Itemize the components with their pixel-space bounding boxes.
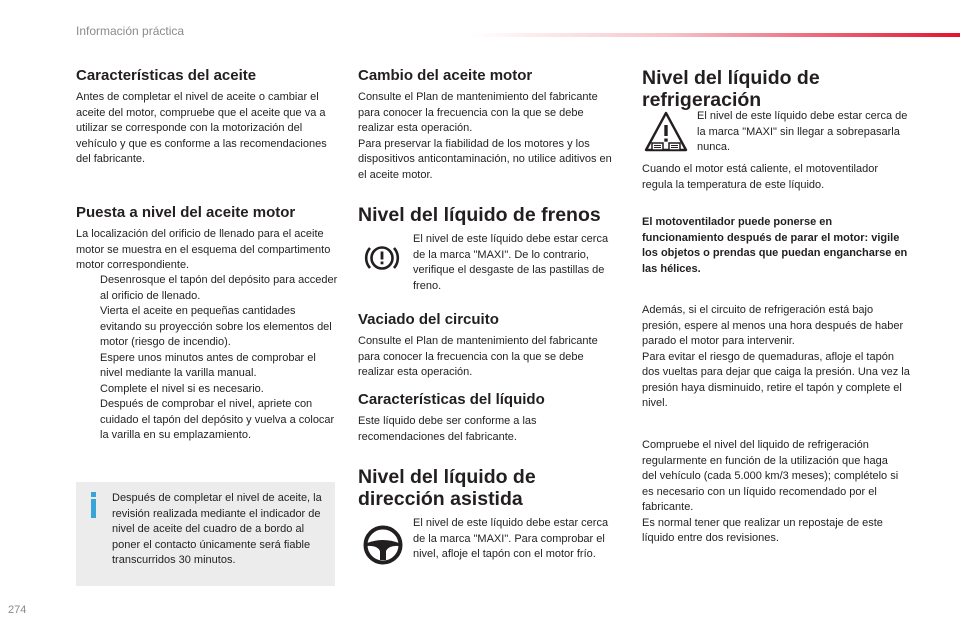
list-item: Espere unos minutos antes de comprobar el nivel mediante la varilla manual.: [100, 351, 316, 379]
fan-warning-text: El motoventilador puede ponerse en funcionamiento después de parar el motor: vigile los objetos o prendas que puedan engancharse en las hélices.: [642, 216, 908, 275]
list-item: Después de comprobar el nivel, apriete con cuidado el tapón del depósito y vuelva a colocar la varilla en su emplazamiento.: [100, 398, 335, 441]
info-text: Después de completar el nivel de aceite, la revisión realizada mediante el indicador de nivel de aceite del cuadro de a bordo al poner el contacto únicamente será fiable transcurridos 30 minutos.: [112, 492, 322, 566]
coolant-text: El nivel de este líquido debe estar cerca de la marca "MAXI" sin llegar a sobrepasarla nunca.: [697, 110, 908, 153]
brake-fluid-heading: Nivel del líquido de frenos: [358, 204, 601, 226]
fluid-characteristics-heading: Características del líquido: [358, 391, 545, 408]
info-box: [76, 482, 335, 586]
page-number: 274: [8, 604, 27, 616]
oil-change-heading: Cambio del aceite motor: [358, 67, 533, 84]
pressure-text: Además, si el circuito de refrigeración está bajo presión, espere al menos una hora después de haber parado el motor para intervenir. Para evitar el riesgo de quemaduras, afloje el tapón dos vueltas para dejar que caiga la presión. Una vez la presión haya disminuido, retire el tapón y complete el nivel.: [642, 304, 910, 409]
coolant-warning-icon: [644, 110, 688, 154]
info-icon: [88, 492, 98, 518]
fan-warning: [642, 215, 912, 277]
list-item: Complete el nivel si es necesario.: [100, 382, 264, 395]
header-accent-line: [470, 33, 960, 37]
steering-wheel-icon: [362, 524, 404, 566]
fluid-characteristics-text: Este líquido debe ser conforme a las recomendaciones del fabricante.: [358, 415, 537, 443]
power-steering-heading: Nivel del líquido de dirección asistida: [358, 466, 536, 510]
oil-characteristics-heading: Características del aceite: [76, 67, 257, 84]
coolant-check-text: Compruebe el nivel del liquido de refrigeración regularmente en función de la utilización que haga del vehículo (cada 5.000 km/3 meses); complételo si es necesario con un líquido recomendado por el fabricante. Es normal tener que realizar un repostaje de este líquido entre dos revisiones.: [642, 439, 899, 544]
brake-fluid-text: El nivel de este líquido debe estar cerca de la marca "MAXI". De lo contrario, verifique el desgaste de las pastillas de freno.: [413, 233, 609, 292]
oil-level-text: La localización del orificio de llenado para el aceite motor se muestra en el esquema del compartimento motor correspondiente.: [76, 228, 331, 271]
oil-characteristics-text: Antes de completar el nivel de aceite o cambiar el aceite del motor, compruebe que el aceite que va a utilizar se corresponde con la motorización del vehículo y que es conforme a las recomendaciones del fabricante.: [76, 91, 327, 165]
oil-level-heading: Puesta a nivel del aceite motor: [76, 204, 296, 221]
drain-circuit-heading: Vaciado del circuito: [358, 311, 499, 328]
coolant-hot-text: Cuando el motor está caliente, el motoventilador regula la temperatura de este líquido.: [642, 163, 879, 191]
drain-circuit-text: Consulte el Plan de mantenimiento del fabricante para conocer la frecuencia con la que se debe realizar esta operación.: [358, 335, 598, 378]
list-item: Desenrosque el tapón del depósito para acceder al orificio de llenado.: [100, 274, 338, 302]
oil-change-text: Consulte el Plan de mantenimiento del fabricante para conocer la frecuencia con la que se debe realizar esta operación. Para preservar la fiabilidad de los motores y los dispositivos anticontaminación, no utilice aditivos en el aceite motor.: [358, 91, 612, 181]
oil-level-steps: [76, 273, 340, 444]
running-header: Información práctica: [76, 24, 185, 38]
list-item: Vierta el aceite en pequeñas cantidades evitando su proyección sobre los elementos del motor (riesgo de incendio).: [100, 305, 332, 348]
power-steering-text: El nivel de este líquido debe estar cerca de la marca "MAXI". Para comprobar el nivel, afloje el tapón con el motor frío.: [413, 517, 609, 560]
coolant-heading: Nivel del líquido de refrigeración: [642, 67, 820, 111]
brake-warning-icon: [362, 238, 402, 278]
